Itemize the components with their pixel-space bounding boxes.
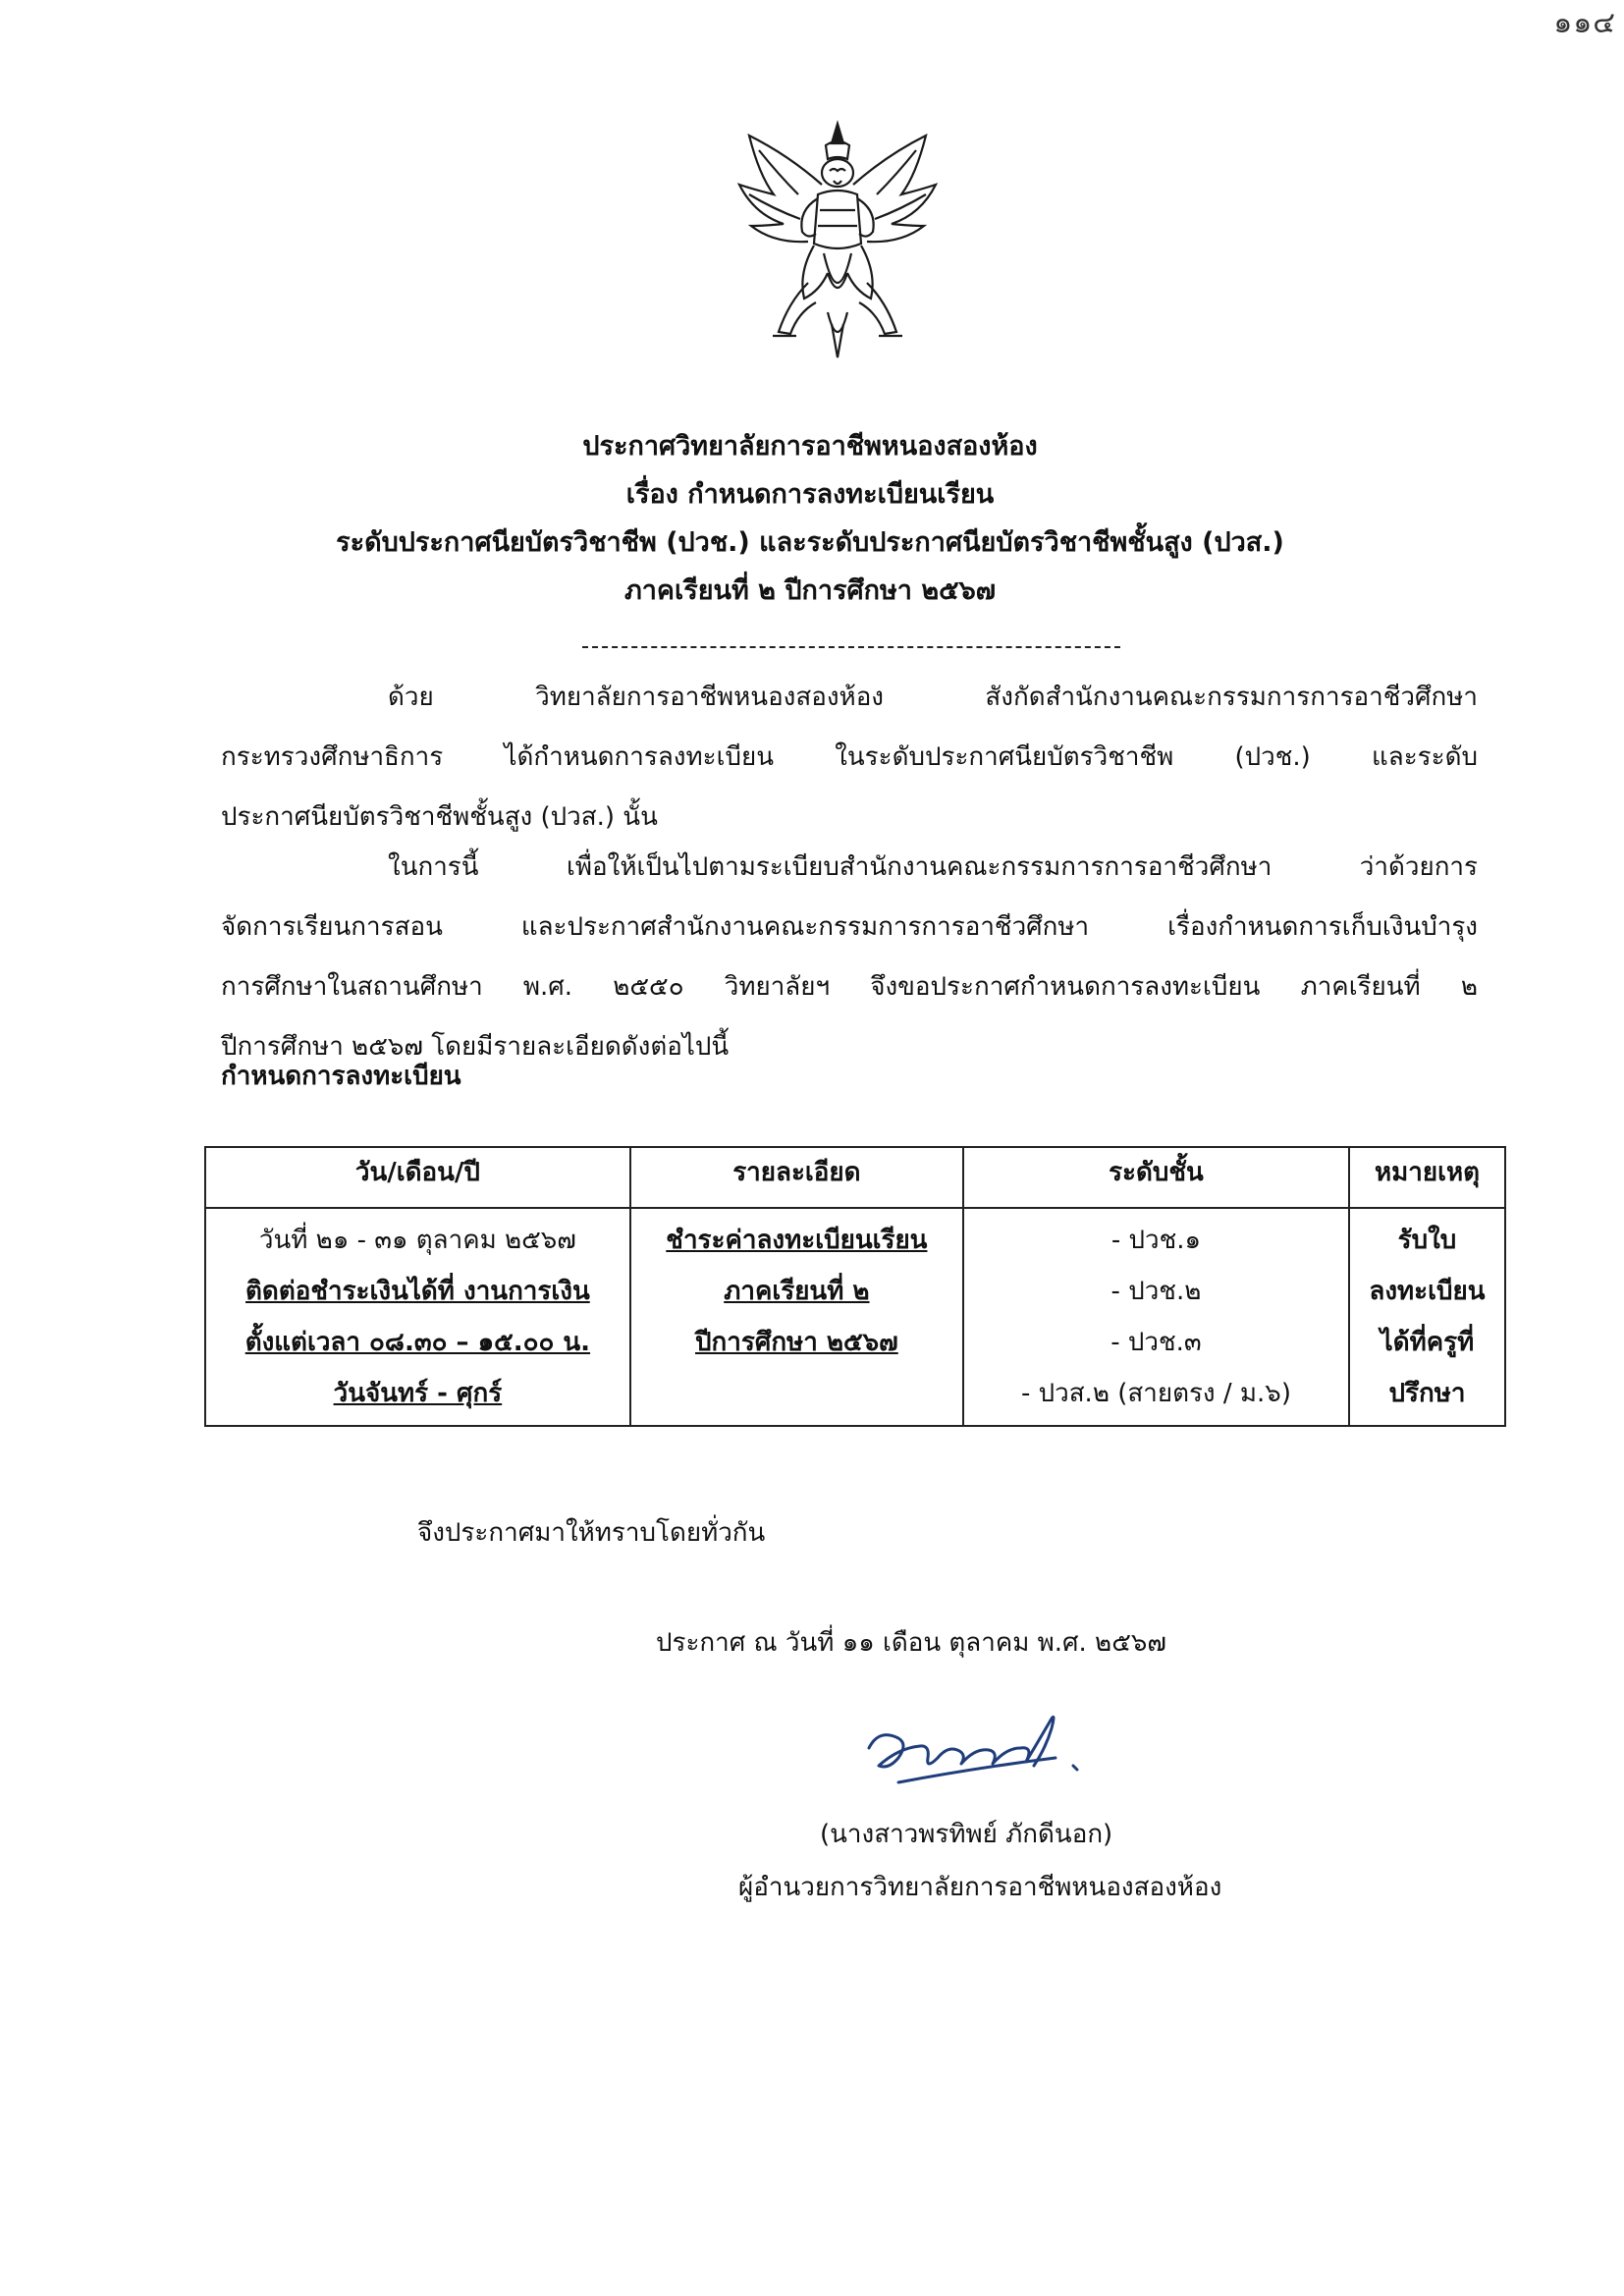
table-row <box>205 1208 1505 1426</box>
paragraph-intro <box>221 668 1478 847</box>
column-header-date: วัน/เดือน/ปี <box>205 1147 630 1208</box>
paragraph-line: กระทรวงศึกษาธิการ ได้กำหนดการลงทะเบียน ในระดับประกาศนียบัตรวิชาชีพ (ปวช.) และระดับ <box>221 742 1478 772</box>
column-header-note: หมายเหตุ <box>1349 1147 1505 1208</box>
note-line: ลงทะเบียน <box>1369 1277 1486 1306</box>
paragraph-line: ปีการศึกษา ๒๕๖๗ โดยมีรายละเอียดดังต่อไปนี้ <box>221 1032 730 1062</box>
registration-table <box>204 1146 1506 1427</box>
header-subject: เรื่อง กำหนดการลงทะเบียนเรียน <box>625 479 995 510</box>
payment-days: วันจันทร์ - ศุกร์ <box>333 1379 503 1408</box>
column-header-detail: รายละเอียด <box>630 1147 963 1208</box>
header-title: ประกาศวิทยาลัยการอาชีพหนองสองห้อง <box>582 431 1038 462</box>
paragraph-line: การศึกษาในสถานศึกษา พ.ศ. ๒๕๕๐ วิทยาลัยฯ จึงขอประกาศกำหนดการลงทะเบียน ภาคเรียนที่ ๒ <box>221 972 1478 1002</box>
header-semester: ภาคเรียนที่ ๒ ปีการศึกษา ๒๕๖๗ <box>623 575 997 606</box>
date-cell <box>205 1208 630 1426</box>
detail-cell <box>630 1208 963 1426</box>
paragraph-line: ในการนี้ เพื่อให้เป็นไปตามระเบียบสำนักงานคณะกรรมการการอาชีวศึกษา ว่าด้วยการ <box>388 852 1478 882</box>
level-item: - ปวช.๓ <box>1110 1328 1202 1357</box>
note-line: รับใบ <box>1397 1226 1457 1255</box>
page-number: ๑๑๔ <box>1553 6 1616 40</box>
note-line: ปรึกษา <box>1388 1379 1466 1408</box>
note-line: ได้ที่ครูที่ <box>1380 1328 1475 1357</box>
detail-line: ภาคเรียนที่ ๒ <box>724 1277 870 1306</box>
level-item: - ปวช.๑ <box>1110 1226 1202 1255</box>
table-header-row <box>205 1147 1505 1208</box>
payment-location: ติดต่อชำระเงินได้ที่ งานการเงิน <box>245 1277 590 1306</box>
column-header-level: ระดับชั้น <box>963 1147 1349 1208</box>
section-title: กำหนดการลงทะเบียน <box>221 1062 461 1091</box>
paragraph-line: ประกาศนียบัตรวิชาชีพชั้นสูง (ปวส.) นั้น <box>221 802 658 832</box>
paragraph-line: ด้วย วิทยาลัยการอาชีพหนองสองห้อง สังกัดสำนักงานคณะกรรมการการอาชีวศึกษา <box>388 683 1478 712</box>
signature-image <box>859 1689 1095 1797</box>
level-item: - ปวช.๒ <box>1110 1277 1202 1306</box>
garuda-emblem-icon <box>730 116 946 361</box>
paragraph-line: จัดการเรียนการสอน และประกาศสำนักงานคณะกรรมการการอาชีวศึกษา เรื่องกำหนดการเก็บเงินบำรุง <box>221 912 1478 942</box>
signer-name: (นางสาวพรทิพย์ ภักดีนอก) <box>820 1820 1113 1849</box>
announcement-header <box>196 422 1424 615</box>
detail-line: ปีการศึกษา ๒๕๖๗ <box>695 1328 898 1357</box>
signer-position: ผู้อำนวยการวิทยาลัยการอาชีพหนองสองห้อง <box>738 1873 1222 1902</box>
closing-statement: จึงประกาศมาให้ทราบโดยทั่วกัน <box>417 1518 766 1548</box>
payment-hours: ตั้งแต่เวลา ๐๘.๓๐ – ๑๕.๐๐ น. <box>244 1328 591 1357</box>
level-item: - ปวส.๒ (สายตรง / ม.๖) <box>1020 1379 1291 1408</box>
announcement-date: ประกาศ ณ วันที่ ๑๑ เดือน ตุลาคม พ.ศ. ๒๕๖๗ <box>656 1628 1166 1658</box>
paragraph-purpose <box>221 838 1478 1077</box>
date-range: วันที่ ๒๑ - ๓๑ ตุลาคม ๒๕๖๗ <box>258 1226 576 1255</box>
detail-line: ชำระค่าลงทะเบียนเรียน <box>666 1226 928 1255</box>
header-divider <box>582 646 1120 648</box>
level-cell <box>963 1208 1349 1426</box>
note-cell <box>1349 1208 1505 1426</box>
header-levels: ระดับประกาศนียบัตรวิชาชีพ (ปวช.) และระดับประกาศนียบัตรวิชาชีพชั้นสูง (ปวส.) <box>336 527 1284 558</box>
